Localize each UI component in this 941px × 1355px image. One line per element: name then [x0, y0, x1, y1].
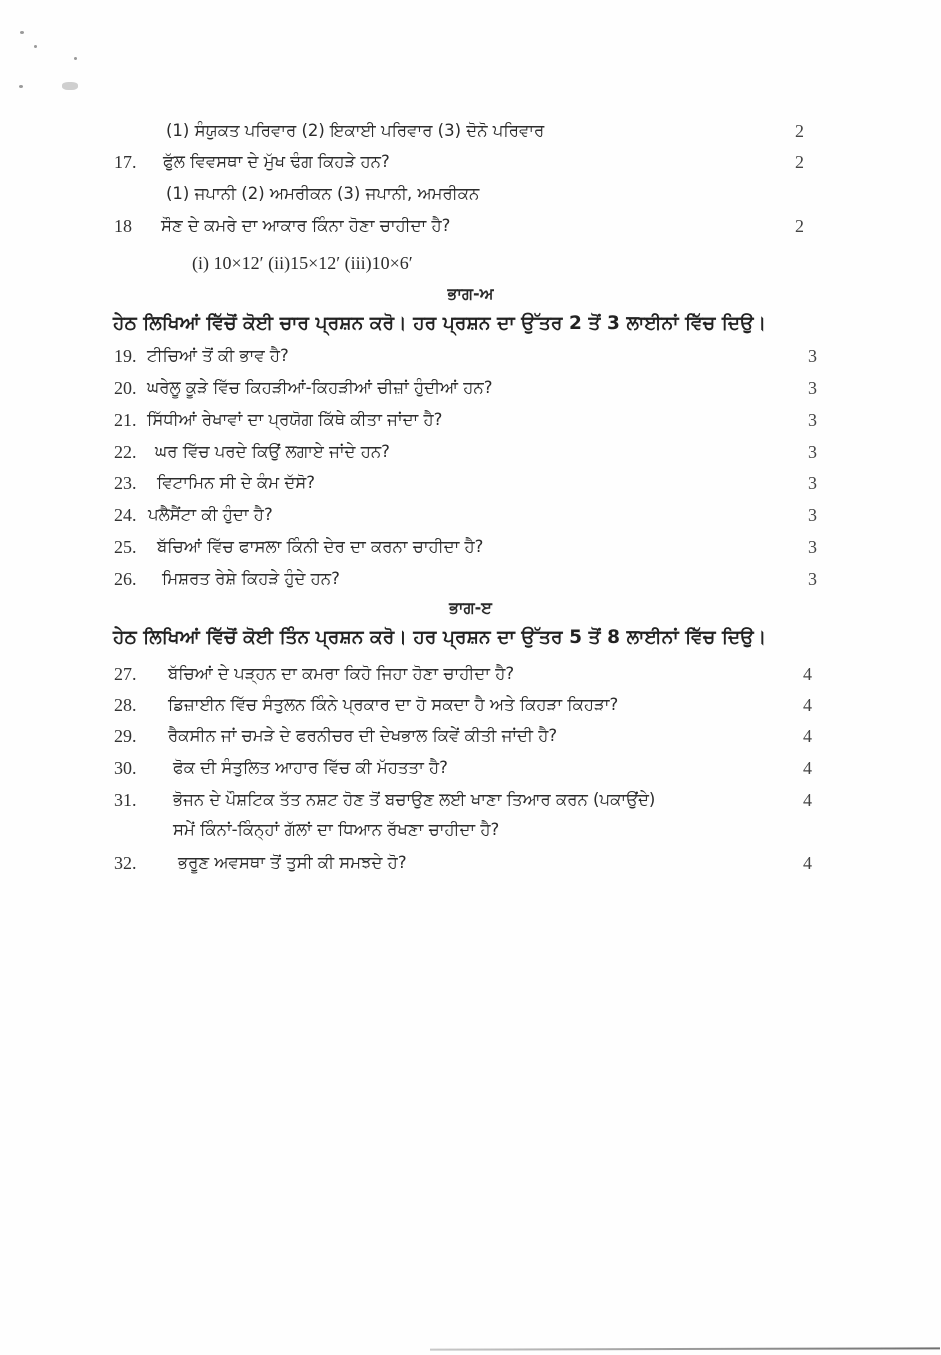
question-18-row — [0, 211, 941, 241]
question-number: 29. — [114, 726, 137, 746]
scan-artifacts — [0, 0, 120, 110]
question-number: 19. — [114, 346, 137, 366]
question-19-row — [0, 341, 941, 371]
question-text: ਭੋਜਨ ਦੇ ਪੌਸ਼ਟਿਕ ਤੱਤ ਨਸ਼ਟ ਹੋਣ ਤੋਂ ਬਚਾਉਣ ਲਈ ਖਾਣਾ ਤਿਆਰ ਕਰਨ (ਪਕਾਉਂਦੇ) — [173, 790, 656, 809]
question-20-row — [0, 373, 941, 403]
question-text: ਬੱਚਿਆਂ ਦੇ ਪੜ੍ਹਨ ਦਾ ਕਮਰਾ ਕਿਹੋ ਜਿਹਾ ਹੋਣਾ ਚਾਹੀਦਾ ਹੈ? — [168, 664, 515, 683]
question-text: ਸੌਣ ਦੇ ਕਮਰੇ ਦਾ ਆਕਾਰ ਕਿੰਨਾ ਹੋਣਾ ਚਾਹੀਦਾ ਹੈ? — [161, 216, 451, 235]
question-16-options: (1) ਸੰਯੁਕਤ ਪਰਿਵਾਰ (2) ਇਕਾਈ ਪਰਿਵਾਰ (3) ਦੋਨੋ ਪਰਿਵਾਰ — [166, 121, 545, 140]
question-text-continued: ਸਮੇਂ ਕਿੰਨਾਂ-ਕਿੰਨ੍ਹਾਂ ਗੱਲਾਂ ਦਾ ਧਿਆਨ ਰੱਖਣਾ ਚਾਹੀਦਾ ਹੈ? — [173, 820, 500, 839]
question-marks: 3 — [808, 537, 817, 557]
question-text: ਡਿਜ਼ਾਈਨ ਵਿੱਚ ਸੰਤੁਲਨ ਕਿੰਨੇ ਪ੍ਰਕਾਰ ਦਾ ਹੋ ਸਕਦਾ ਹੈ ਅਤੇ ਕਿਹੜਾ ਕਿਹੜਾ? — [168, 695, 619, 714]
question-number: 25. — [114, 537, 137, 557]
question-number: 30. — [114, 758, 137, 778]
question-options: (i) 10×12′ (ii)15×12′ (iii)10×6′ — [192, 253, 413, 273]
question-32-row — [0, 848, 941, 878]
question-number: 17. — [114, 152, 137, 172]
question-number: 26. — [114, 569, 137, 589]
question-text: ਘਰ ਵਿੱਚ ਪਰਦੇ ਕਿਉਂ ਲਗਾਏ ਜਾਂਦੇ ਹਨ? — [155, 442, 390, 461]
question-26-row — [0, 564, 941, 594]
question-text: ਵਿਟਾਮਿਨ ਸੀ ਦੇ ਕੰਮ ਦੱਸੋ? — [157, 473, 316, 492]
question-marks: 3 — [808, 505, 817, 525]
question-marks: 3 — [808, 346, 817, 366]
question-marks: 3 — [808, 442, 817, 462]
question-text: ਪਲੈਸੈਂਟਾ ਕੀ ਹੁੰਦਾ ਹੈ? — [148, 505, 273, 524]
question-number: 21. — [114, 410, 137, 430]
question-text: ਸਿੱਧੀਆਂ ਰੇਖਾਵਾਂ ਦਾ ਪ੍ਰਯੋਗ ਕਿੱਥੇ ਕੀਤਾ ਜਾਂਦਾ ਹੈ? — [147, 410, 443, 429]
question-marks: 4 — [803, 726, 812, 746]
question-22-row — [0, 437, 941, 467]
question-marks: 2 — [795, 152, 804, 172]
question-28-row — [0, 690, 941, 720]
question-23-row — [0, 468, 941, 498]
question-number: 18 — [114, 216, 132, 236]
question-text: ਮਿਸ਼ਰਤ ਰੇਸ਼ੇ ਕਿਹੜੇ ਹੁੰਦੇ ਹਨ? — [162, 569, 340, 588]
section-a-instruction: ਹੇਠ ਲਿਖਿਆਂ ਵਿੱਚੋਂ ਕੋਈ ਚਾਰ ਪ੍ਰਸ਼ਨ ਕਰੋ। ਹਰ ਪ੍ਰਸ਼ਨ ਦਾ ਉੱਤਰ 2 ਤੋਂ 3 ਲਾਈਨਾਂ ਵਿੱਚ ਦਿਉ। — [113, 313, 767, 334]
question-marks: 3 — [808, 473, 817, 493]
question-marks: 4 — [803, 695, 812, 715]
question-number: 28. — [114, 695, 137, 715]
question-text: ਰੈਕਸੀਨ ਜਾਂ ਚਮੜੇ ਦੇ ਫਰਨੀਚਰ ਦੀ ਦੇਖਭਾਲ ਕਿਵੇਂ ਕੀਤੀ ਜਾਂਦੀ ਹੈ? — [168, 726, 558, 745]
question-marks: 2 — [795, 216, 804, 236]
question-marks: 3 — [808, 410, 817, 430]
question-options: (1) ਜਪਾਨੀ (2) ਅਮਰੀਕਨ (3) ਜਪਾਨੀ, ਅਮਰੀਕਨ — [166, 184, 480, 203]
question-marks: 4 — [803, 790, 812, 810]
question-text: ਬੱਚਿਆਂ ਵਿੱਚ ਫਾਸਲਾ ਕਿੰਨੀ ਦੇਰ ਦਾ ਕਰਨਾ ਚਾਹੀਦਾ ਹੈ? — [157, 537, 484, 556]
section-e-instruction: ਹੇਠ ਲਿਖਿਆਂ ਵਿੱਚੋਂ ਕੋਈ ਤਿੰਨ ਪ੍ਰਸ਼ਨ ਕਰੋ। ਹਰ ਪ੍ਰਸ਼ਨ ਦਾ ਉੱਤਰ 5 ਤੋਂ 8 ਲਾਈਨਾਂ ਵਿੱਚ ਦਿਉ। — [113, 627, 767, 648]
question-text: ਘਰੇਲੂ ਕੂੜੇ ਵਿੱਚ ਕਿਹੜੀਆਂ-ਕਿਹੜੀਆਂ ਚੀਜ਼ਾਂ ਹੁੰਦੀਆਂ ਹਨ? — [147, 378, 493, 397]
question-text: ਟੀਚਿਆਂ ਤੋਂ ਕੀ ਭਾਵ ਹੈ? — [147, 346, 289, 365]
question-25-row — [0, 532, 941, 562]
question-number: 20. — [114, 378, 137, 398]
question-27-row — [0, 659, 941, 689]
question-number: 22. — [114, 442, 137, 462]
question-text: ਭਰੂਣ ਅਵਸਥਾ ਤੋਂ ਤੁਸੀ ਕੀ ਸਮਝਦੇ ਹੋ? — [178, 853, 407, 872]
question-16-options-row — [0, 116, 941, 146]
question-31-row — [0, 785, 941, 815]
question-31-continued-row — [0, 815, 941, 845]
question-29-row — [0, 721, 941, 751]
question-24-row — [0, 500, 941, 530]
section-e-title: ਭਾਗ-ੲ — [449, 598, 492, 617]
question-number: 32. — [114, 853, 137, 873]
question-number: 31. — [114, 790, 137, 810]
question-text: ਫੁੱਲ ਵਿਵਸਥਾ ਦੇ ਮੁੱਖ ਢੰਗ ਕਿਹੜੇ ਹਨ? — [163, 152, 390, 171]
question-16-marks: 2 — [795, 121, 804, 141]
question-number: 23. — [114, 473, 137, 493]
question-marks: 4 — [803, 853, 812, 873]
question-marks: 4 — [803, 758, 812, 778]
question-marks: 3 — [808, 569, 817, 589]
question-marks: 3 — [808, 378, 817, 398]
question-18-options-row — [0, 248, 941, 278]
question-number: 24. — [114, 505, 137, 525]
question-marks: 4 — [803, 664, 812, 684]
section-a-title: ਭਾਗ-ਅ — [447, 284, 494, 303]
question-text: ਫੋਕ ਦੀ ਸੰਤੁਲਿਤ ਆਹਾਰ ਵਿੱਚ ਕੀ ਮੱਹਤਤਾ ਹੈ? — [173, 758, 448, 777]
question-number: 27. — [114, 664, 137, 684]
question-21-row — [0, 405, 941, 435]
question-30-row — [0, 753, 941, 783]
question-17-row — [0, 147, 941, 177]
question-17-options-row — [0, 179, 941, 209]
scan-edge-line — [430, 1347, 940, 1350]
